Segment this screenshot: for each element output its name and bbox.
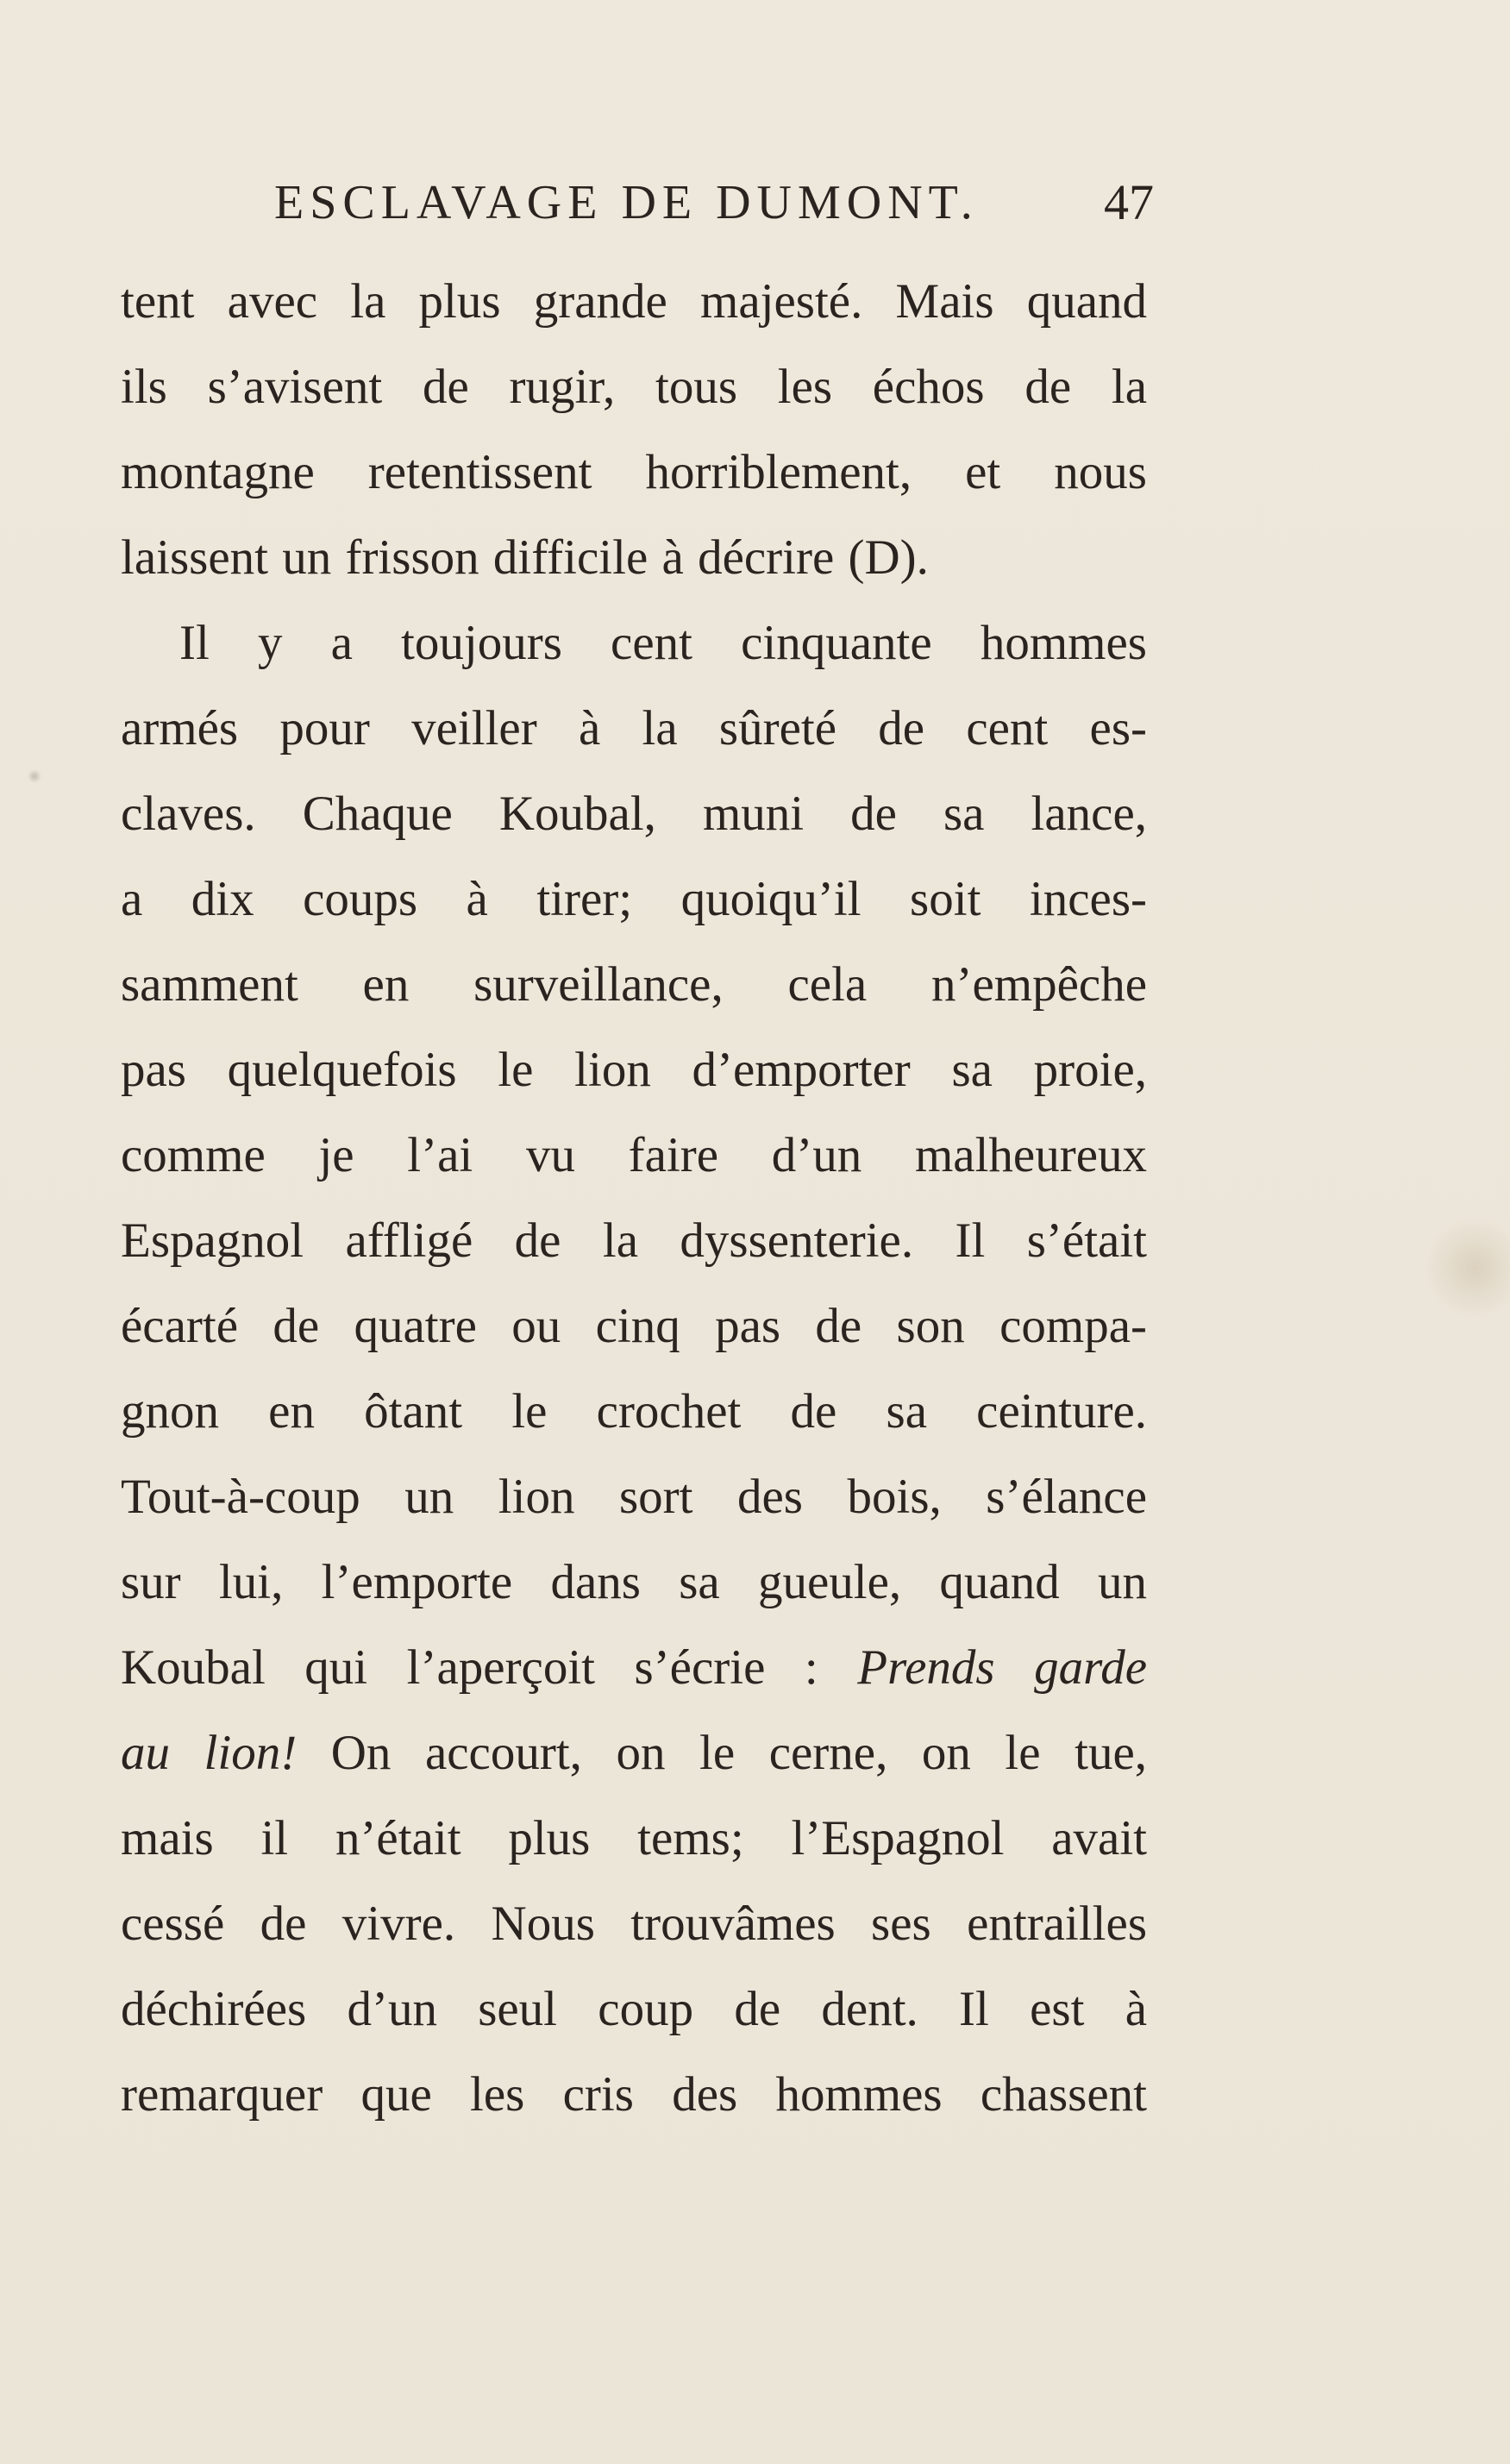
body-text xyxy=(121,259,1147,2137)
text-line: laissent un frisson difficile à décrire (D). xyxy=(121,530,929,585)
text-line: ils s’avisent de rugir, tous les échos de la xyxy=(121,360,1147,414)
text-line: remarquer que les cris des hommes chassent xyxy=(121,2067,1147,2122)
text-line: Tout-à-coup un lion sort des bois, s’élance xyxy=(121,1470,1147,1524)
text-line xyxy=(121,1710,1147,1796)
running-title: ESCLAVAGE DE DUMONT. xyxy=(274,176,979,229)
italic-text-segment: au lion! xyxy=(121,1726,298,1780)
text-segment: On accourt, on le cerne, on le tue, xyxy=(297,1726,1147,1780)
text-line: samment en surveillance, cela n’empêche xyxy=(121,957,1147,1012)
text-line: sur lui, l’emporte dans sa gueule, quand un xyxy=(121,1555,1147,1609)
text-line: comme je l’ai vu faire d’un malheureux xyxy=(121,1128,1147,1182)
italic-text-segment: Prends garde xyxy=(857,1640,1147,1695)
text-line: claves. Chaque Koubal, muni de sa lance, xyxy=(121,787,1147,841)
text-line: montagne retentissent horriblement, et nous xyxy=(121,445,1147,499)
text-line xyxy=(121,1625,1147,1710)
text-line: Il y a toujours cent cinquante hommes xyxy=(179,616,1147,670)
text-segment: Koubal qui l’aperçoit s’écrie : xyxy=(121,1640,858,1695)
running-head xyxy=(274,168,1154,237)
text-line: tent avec la plus grande majesté. Mais quand xyxy=(121,274,1147,329)
text-line: écarté de quatre ou cinq pas de son compa- xyxy=(121,1299,1147,1353)
text-line: cessé de vivre. Nous trouvâmes ses entrailles xyxy=(121,1897,1147,1951)
text-line: déchirées d’un seul coup de dent. Il est à xyxy=(121,1982,1147,2036)
text-line: armés pour veiller à la sûreté de cent es- xyxy=(121,701,1147,756)
text-line: pas quelquefois le lion d’emporter sa proie, xyxy=(121,1043,1147,1097)
text-line: Espagnol affligé de la dyssenterie. Il s’était xyxy=(121,1213,1147,1268)
text-line: gnon en ôtant le crochet de sa ceinture. xyxy=(121,1384,1147,1439)
text-line: mais il n’était plus tems; l’Espagnol avait xyxy=(121,1811,1147,1865)
page-number: 47 xyxy=(1104,174,1154,230)
text-line: a dix coups à tirer; quoiqu’il soit inces- xyxy=(121,872,1147,926)
